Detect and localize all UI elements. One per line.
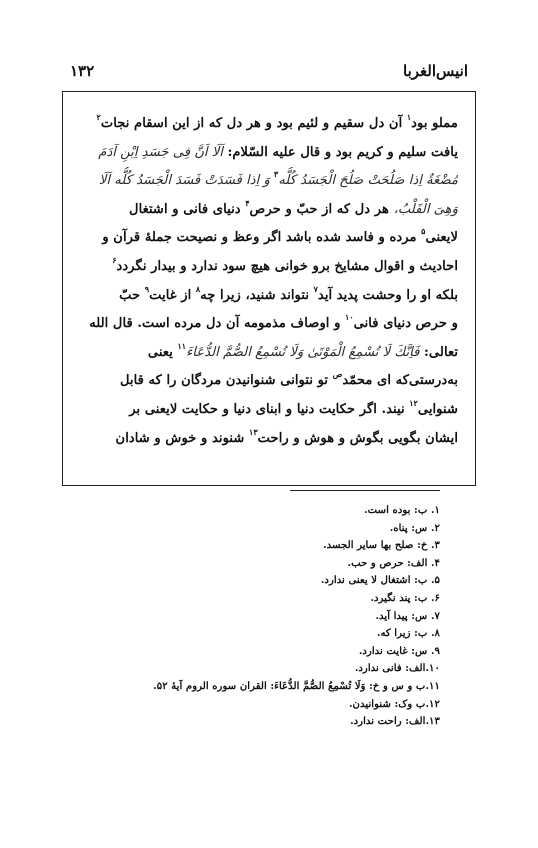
footnote: ۱۳.الف: راحت ندارد. [350,715,440,728]
text-line: لایعنی$^۵$ مرده و فاسد شده باشد اگر وعظ و نصیحت جملهٔ قرآن و [102,226,458,246]
text-line: وَهِیَ الْقَلْبُ، هر دل که از حبّ و حرص$^۴$ دنیای فانی و اشتغال [128,197,458,217]
footnotes [80,502,440,731]
text-line: شنوایی$^{۱۲}$ نیند. اگر حکایت دنیا و ابنای دنیا و حکایت لایعنی بر [129,397,458,417]
text-line: مُضْغَةٌ اِذا صَلُحَتْ صَلُحَ الْجَسَدُ کُلُّه$^۳$ وَ اِذا فَسَدَتْ فَسَدَ الْجَسَدُ کُلُّه اَلَا [98,169,458,189]
text-line: تعالی: فَاِنَّكَ لَا تُسْمِعُ الْمَوْتَىٰ وَلَا تُسْمِعُ الصُّمَّ الدُّعَاءَ$^{۱۱}$ یعنی [147,340,458,360]
arabic-quote: وَهِیَ الْقَلْبُ، [393,201,458,217]
page-header [70,62,468,84]
footnote: ۱۱.ب و س و خ: وَلَا تُسْمِعُ الصُّمَّ الدُّعَاءَ: القران سوره الروم آیهٔ ۵۲. [153,679,440,692]
footnote: ۹. س: غایت ندارد. [358,644,440,657]
text-line: یافت سلیم و کریم بود و قال علیه السّلام: اَلَا اَنَّ فِی جَسَدِ اِبْنِ آدَمَ [98,144,458,160]
text-line: مملو بود$^۱$ آن دل سقیم و لئیم بود و هر دل که از این اسقام نجات$^۲$ [96,111,458,131]
text-line: احادیث و اقوال مشایخ برو خوانی هیچ سود ندارد و بیدار نگردد$^۶$ [112,254,458,274]
main-text [80,110,458,453]
arabic-quote: اَلَا اَنَّ فِی جَسَدِ اِبْنِ آدَمَ [98,144,223,160]
quran-quote: فَاِنَّكَ لَا تُسْمِعُ الْمَوْتَىٰ وَلَا تُسْمِعُ الصُّمَّ الدُّعَاءَ [186,344,420,360]
footnote: ۱۰.الف: فانی ندارد. [354,662,440,675]
footnote: ۷. س: پیدا آید. [375,609,440,622]
text-line: و حرص دنیای فانی$^{۱۰}$ و اوصاف مذمومه آن دل مرده است. قال الله [89,311,458,332]
text-line: ایشان بگویی بگوش و هوش و راحت$^{۱۳}$ شنوند و خوش و شادان [115,426,458,446]
page-number: ۱۳۲ [70,62,95,80]
arabic-quote: مُضْغَةٌ اِذا صَلُحَتْ صَلُحَ الْجَسَدُ کُلُّه [278,173,458,189]
footnote-separator [290,490,440,491]
footnote: ۳. خ: صلح بها سایر الجسد. [323,539,440,552]
arabic-quote: وَ اِذا فَسَدَتْ فَسَدَ الْجَسَدُ کُلُّه اَلَا [98,173,274,189]
footnote: ۸. ب: زیرا که. [376,627,440,640]
text-line: به‌درستی‌که ای محمّد$^ص$ تو نتوانی شنوانیدن مردگان را که قابل [119,369,458,389]
footnote: ۴. الف: حرص و حب. [347,556,440,569]
footnote: ۶. ب: پند نگیرد. [370,591,440,604]
footnote: ۱. ب: بوده است. [364,504,440,516]
text-line: بلکه او را وحشت پدید آید$^۷$ نتواند شنید، زیرا چه$^۸$ از غایت$^۹$ حبّ [119,283,458,303]
footnote: ۱۲.ب وک: شنوانیدن. [349,697,440,710]
footnote: ۵. ب: اشتغال لا یعنی ندارد. [320,574,440,587]
footnote: ۲. س: پناه. [389,521,440,534]
running-title: انیس‌الغربا [403,62,468,80]
